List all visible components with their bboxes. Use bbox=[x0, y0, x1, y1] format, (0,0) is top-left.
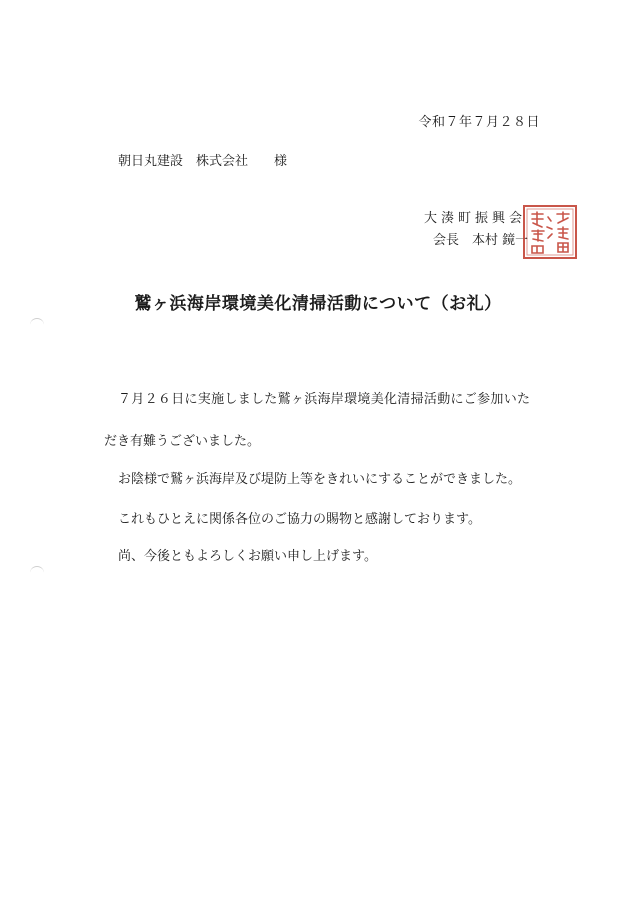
scan-artifact bbox=[30, 566, 44, 575]
letter-title: 鷲ヶ浜海岸環境美化清掃活動について（お礼） bbox=[134, 294, 502, 314]
recipient-name: 朝日丸建設 株式会社 様 bbox=[118, 154, 288, 169]
letter-date: 令和７年７月２８日 bbox=[418, 115, 540, 130]
body-line: これもひとえに関係各位のご協力の賜物と感謝しております。 bbox=[118, 512, 481, 527]
sender-organization: 大湊町振興会 bbox=[424, 211, 527, 226]
scan-artifact bbox=[30, 318, 44, 327]
seal-stamp-icon bbox=[521, 203, 579, 261]
sender-name: 会長 本村 鏡一 bbox=[433, 233, 529, 248]
body-line: ７月２６日に実施しました鷲ヶ浜海岸環境美化清掃活動にご参加いた bbox=[118, 392, 531, 407]
body-line: だき有難うございました。 bbox=[104, 434, 261, 449]
body-line: お陰様で鷲ヶ浜海岸及び堤防上等をきれいにすることができました。 bbox=[118, 472, 522, 487]
body-line: 尚、今後ともよろしくお願い申し上げます。 bbox=[118, 549, 377, 564]
